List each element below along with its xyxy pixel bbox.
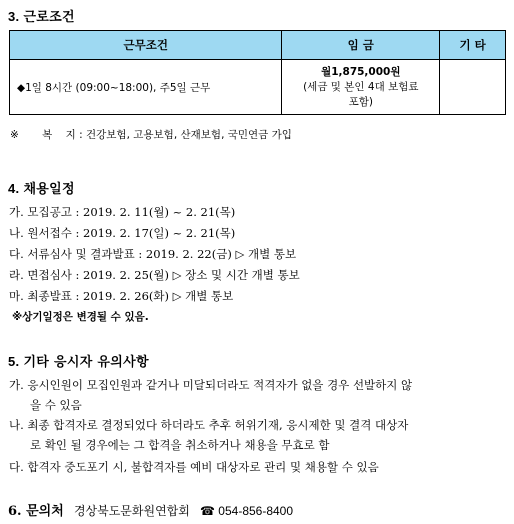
notice-item-c: 다. 합격자 중도포기 시, 불합격자를 예비 대상자로 관리 및 채용할 수 있음: [9, 460, 379, 474]
schedule-item-application: 나. 원서접수 : 2019. 2. 17(일) ~ 2. 21(목): [9, 226, 236, 240]
welfare-text: 건강보험, 고용보험, 산재보험, 국민연금 가입: [86, 129, 292, 141]
section-number: 5.: [8, 354, 20, 369]
header-wage: 임 금: [282, 31, 440, 60]
table-row: [10, 60, 506, 115]
notice-item-b-cont: 로 확인 될 경우에는 그 합격을 취소하거나 채용을 무효로 함: [30, 438, 330, 452]
work-hours-cell: ◆1일 8시간 (09:00~18:00), 주5일 근무: [10, 60, 282, 115]
wage-note-line-2: 포함): [348, 95, 373, 108]
schedule-item-document-review: 다. 서류심사 및 결과발표 : 2019. 2. 22(금) ▷ 개별 통보: [9, 247, 297, 261]
phone-line: [200, 504, 293, 518]
section-label: 기타 응시자 유의사항: [23, 355, 149, 370]
schedule-item-interview: 라. 면접심사 : 2019. 2. 25(월) ▷ 장소 및 시간 개별 통보: [9, 268, 300, 282]
section-6-title: [8, 504, 64, 519]
contact-line: [8, 500, 293, 519]
section-label: 채용일정: [23, 182, 75, 197]
welfare-line: [10, 127, 292, 142]
schedule-item-recruitment-notice: 가. 모집공고 : 2019. 2. 11(월) ~ 2. 21(목): [9, 205, 236, 219]
work-conditions-table: [9, 30, 506, 115]
etc-cell: [440, 60, 506, 115]
section-5-title: [8, 351, 149, 370]
phone-number: 054-856-8400: [218, 504, 294, 518]
notice-item-a-cont: 을 수 있음: [30, 398, 82, 412]
wage-amount: 월1,875,000원: [321, 65, 401, 78]
wage-note-line-1: (세금 및 본인 4대 보험료: [303, 80, 419, 93]
section-label: 근로조건: [23, 10, 75, 25]
section-number: 3.: [8, 9, 20, 24]
section-label: 문의처: [26, 504, 64, 519]
table-header-row: [10, 31, 506, 60]
phone-icon: ☎: [200, 504, 215, 518]
header-etc: 기 타: [440, 31, 506, 60]
section-3-title: [8, 6, 75, 25]
schedule-item-final-announcement: 마. 최종발표 : 2019. 2. 26(화) ▷ 개별 통보: [9, 289, 234, 303]
schedule-note: ※상기일정은 변경될 수 있음.: [12, 311, 149, 323]
header-work-conditions: 근무조건: [10, 31, 282, 60]
notice-item-b: 나. 최종 합격자로 결정되었다 하더라도 추후 허위기재, 응시제한 및 결격 대상자: [9, 418, 409, 432]
notice-item-a: 가. 응시인원이 모집인원과 같거나 미달되더라도 적격자가 없을 경우 선발하지 않: [9, 378, 413, 392]
welfare-prefix: ※ 복: [10, 129, 63, 141]
contact-organization: 경상북도문화원연합회: [73, 504, 190, 518]
section-number: 6.: [8, 504, 22, 519]
section-number: 4.: [8, 181, 20, 196]
welfare-label: 지 :: [65, 129, 83, 141]
wage-cell: [282, 60, 440, 115]
section-4-title: [8, 178, 75, 197]
